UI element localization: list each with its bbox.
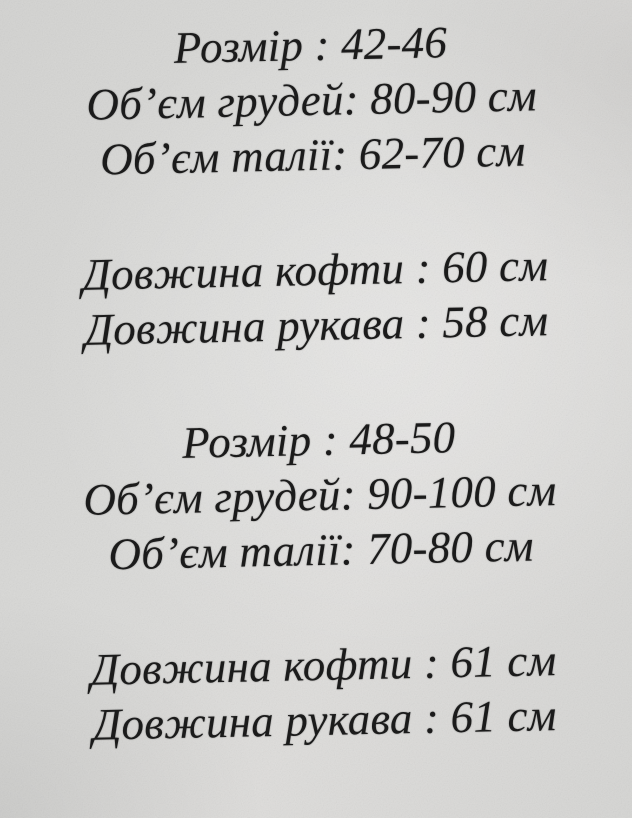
sleeve-length-line: Довжина рукава : 61 см — [92, 690, 558, 750]
sweater-length-line: Довжина кофти : 61 см — [89, 635, 557, 695]
chest-volume-line: Об’єм грудей: 90-100 см — [82, 465, 557, 525]
waist-volume-line: Об’єм талії: 70-80 см — [107, 520, 535, 580]
size-label: Розмір : 48-50 — [181, 412, 456, 468]
waist-volume-line: Об’єм талії: 62-70 см — [99, 125, 526, 185]
section-size-48-50-volumes — [2, 406, 632, 584]
section-size-42-46-lengths — [0, 236, 632, 359]
sweater-length-line: Довжина кофти : 60 см — [81, 240, 549, 300]
section-size-42-46-volumes — [0, 11, 629, 189]
size-chart-text — [0, 11, 632, 754]
sleeve-length-line: Довжина рукава : 58 см — [83, 295, 549, 355]
section-size-48-50-lengths — [7, 631, 632, 754]
size-label: Розмір : 42-46 — [173, 17, 448, 73]
chest-volume-line: Об’єм грудей: 80-90 см — [85, 70, 538, 130]
